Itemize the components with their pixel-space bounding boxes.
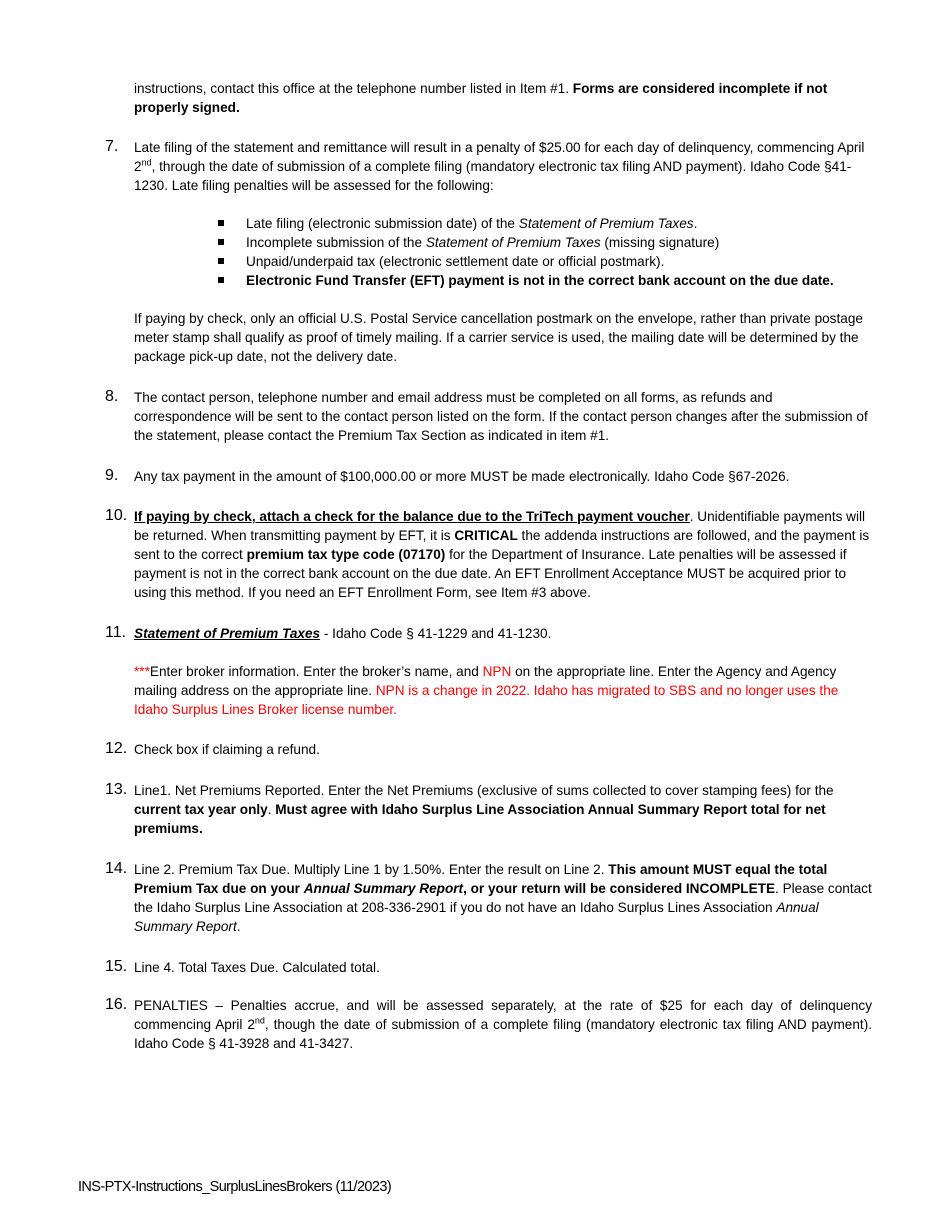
- continued-text: instructions, contact this office at the telephone number listed in Item #1.: [134, 81, 573, 96]
- item-13-bold-b: current tax year only: [134, 802, 268, 817]
- item-13-text: [134, 781, 872, 838]
- item-9-text: Any tax payment in the amount of $100,000.00 or more MUST be made electronically. Idaho Code §67-2026.: [134, 469, 790, 484]
- item-14-text: [134, 860, 872, 936]
- item-13-bold-d: Must agree with Idaho Surplus Line Association Annual Summary Report total for net premiums.: [134, 802, 826, 836]
- item-15-text: Line 4. Total Taxes Due. Calculated total.: [134, 960, 380, 975]
- item-12-text: Check box if claiming a refund.: [134, 742, 320, 757]
- bullet-item: [218, 233, 858, 252]
- bullet-square-icon: [218, 220, 224, 226]
- bullet-square-icon: [218, 277, 224, 283]
- item-7-text-b: , through the date of submission of a complete filing (mandatory electronic tax filing AND payment). Idaho Code §41-1230. Late filing penalties will be assessed for the following:: [134, 159, 852, 193]
- bullet-square-icon: [218, 258, 224, 264]
- item-14-bold-b: This amount MUST equal the total Premium Tax due on your: [134, 862, 828, 896]
- item-14-number: 14.: [105, 860, 128, 877]
- continued-paragraph: [134, 79, 872, 117]
- item-16-text-a: PENALTIES – Penalties accrue, and will be assessed separately, at the rate of $25 for each day of delinquency commencing April 2: [134, 998, 872, 1032]
- bullet-square-icon: [218, 239, 224, 245]
- item-16-sup: nd: [254, 1015, 265, 1026]
- item-14-italic-f: Annual Summary Report: [134, 900, 819, 934]
- item-10-text-d: the addenda instructions are followed, and the payment is sent to the correct: [134, 528, 870, 562]
- item-7-number: 7.: [105, 138, 119, 155]
- item-11-red-note: NPN is a change in 2022. Idaho has migrated to SBS and no longer uses the Idaho Surplus Lines Broker license number.: [134, 683, 839, 717]
- bullet-bold-text: Electronic Fund Transfer (EFT) payment is not in the correct bank account on the due date.: [246, 273, 834, 288]
- page-footer: INS-PTX-Instructions_SurplusLinesBrokers (11/2023): [78, 1179, 392, 1195]
- item-13-text-a: Line1. Net Premiums Reported. Enter the Net Premiums (exclusive of sums collected to cover stamping fees) for the: [134, 783, 834, 798]
- item-7-sup: nd: [141, 157, 152, 168]
- bullet-text: .: [693, 216, 698, 231]
- item-11-stars: ***: [134, 664, 150, 679]
- item-7-text: [134, 138, 872, 195]
- item-7-bullet-list: [218, 214, 858, 290]
- item-13-number: 13.: [105, 781, 128, 798]
- item-11-npn: NPN: [482, 664, 512, 679]
- bullet-italic-text: Statement of Premium Taxes: [425, 235, 601, 250]
- bullet-italic-text: Statement of Premium Taxes: [518, 216, 694, 231]
- bullet-text: (missing signature): [600, 235, 720, 250]
- item-10-number: 10.: [105, 507, 128, 524]
- item-11-paragraph: [134, 662, 872, 719]
- item-8-text: The contact person, telephone number and email address must be completed on all forms, as refunds and correspondence will be sent to the contact person listed on the form. If the contact person changes after the submission of the statement, please contact the Premium Tax Section as indicated in item #1.: [134, 390, 868, 443]
- item-11-title: Statement of Premium Taxes: [134, 626, 321, 641]
- item-10-critical: CRITICAL: [454, 528, 518, 543]
- item-11-text-a: Enter broker information. Enter the broker’s name, and: [149, 664, 483, 679]
- item-7-text-a: Late filing of the statement and remittance will result in a penalty of $25.00 for each day of delinquency, commencing April 2: [134, 140, 865, 174]
- bullet-item: [218, 214, 858, 233]
- item-11-title-line: [134, 624, 872, 643]
- bullet-item: [218, 252, 858, 271]
- item-7-paragraph-2: If paying by check, only an official U.S. Postal Service cancellation postmark on the envelope, rather than private postage meter stamp shall qualify as proof of timely mailing. If a carrier service is used, the mailing date will be determined by the package pick-up date, not the delivery date.: [134, 311, 863, 364]
- bullet-item: [218, 271, 858, 290]
- item-16-text: [134, 996, 872, 1053]
- item-15-number: 15.: [105, 958, 128, 975]
- item-8-number: 8.: [105, 388, 119, 405]
- item-10-text-f: for the Department of Insurance. Late penalties will be assessed if payment is not in the correct bank account on the due date. An EFT Enrollment Acceptance MUST be acquired prior to using this method. If you need an EFT Enrollment Form, see Item #3 above.: [134, 547, 847, 600]
- item-14-text-e: . Please contact the Idaho Surplus Line Association at 208-336-2901 if you do not have an Idaho Surplus Lines Association: [134, 881, 872, 915]
- item-14-text-a: Line 2. Premium Tax Due. Multiply Line 1 by 1.50%. Enter the result on Line 2.: [134, 862, 609, 877]
- item-11-text-b: on the appropriate line. Enter the Agency and Agency mailing address on the appropriate line.: [134, 664, 837, 698]
- bullet-text: Incomplete submission of the: [246, 235, 426, 250]
- item-10-underlined-bold: If paying by check, attach a check for the balance due to the TriTech payment voucher: [134, 509, 690, 524]
- item-14-text-g: .: [236, 919, 241, 934]
- item-12-number: 12.: [105, 740, 128, 757]
- item-9-number: 9.: [105, 467, 119, 484]
- item-10-tax-code: premium tax type code (07170): [246, 547, 446, 562]
- item-14-bold-italic-c: Annual Summary Report: [303, 881, 464, 896]
- item-14-bold-d: , or your return will be considered INCOMPLETE: [463, 881, 776, 896]
- continued-bold-text: Forms are considered incomplete if not properly signed.: [134, 81, 828, 115]
- bullet-text: Unpaid/underpaid tax (electronic settlement date or official postmark).: [246, 254, 665, 269]
- item-16-text-b: , though the date of submission of a complete filing (mandatory electronic tax filing AND payment). Idaho Code § 41-3928 and 41-3427.: [134, 1017, 872, 1051]
- item-13-text-c: .: [267, 802, 276, 817]
- bullet-text: Late filing (electronic submission date) of the: [246, 216, 519, 231]
- item-10-text-b: . Unidentifiable payments will be returned. When transmitting payment by EFT, it is: [134, 509, 866, 543]
- item-10-text: [134, 507, 872, 602]
- item-11-title-rest: - Idaho Code § 41-1229 and 41-1230.: [320, 626, 552, 641]
- item-16-number: 16.: [105, 996, 128, 1013]
- item-11-number: 11.: [105, 624, 127, 641]
